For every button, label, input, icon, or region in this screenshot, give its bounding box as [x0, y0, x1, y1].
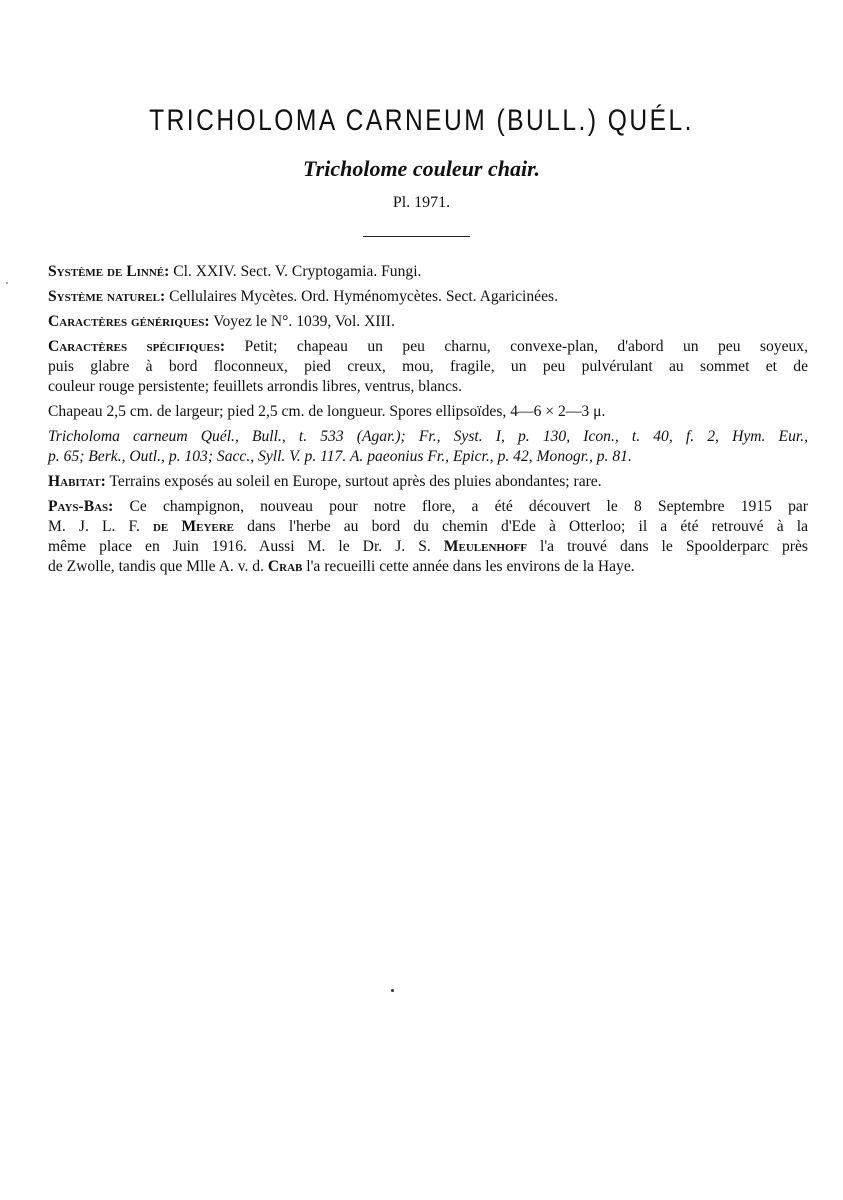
print-speck — [6, 282, 8, 284]
linne-text: Cl. XXIV. Sect. V. Cryptogamia. Fungi. — [173, 263, 422, 280]
habitat-text: Terrains exposés au soleil en Europe, surtout après des pluies abondantes; rare. — [109, 473, 602, 490]
generiques-label: Caractères génériques: — [48, 313, 210, 330]
person-name-meulenhoff: Meulenhoff — [443, 538, 527, 555]
species-title: TRICHOLOMA CARNEUM (BULL.) QUÉL. — [149, 104, 694, 137]
specifiques-line-2: puis glabre à bord floconneux, pied creux, mou, fragile, un peu pulvérulant au sommet et de — [48, 358, 808, 375]
dimensions-text: Chapeau 2,5 cm. de largeur; pied 2,5 cm. de longueur. Spores ellipsoïdes, 4—6 × 2—3 μ. — [48, 403, 606, 420]
description-body — [48, 262, 808, 582]
person-name-crab: Crab — [267, 558, 303, 575]
plate-number: Pl. 1971. — [392, 194, 451, 211]
person-name-de-meyere: de Meyere — [152, 518, 235, 535]
habitat-paragraph — [48, 472, 808, 492]
naturel-text: Cellulaires Mycètes. Ord. Hyménomycètes. Sect. Agaricinées. — [169, 288, 558, 305]
dimensions-paragraph — [48, 402, 808, 422]
linne-label: Système de Linné: — [48, 263, 170, 280]
paysbas-text-3b: l'a trouvé dans le Spoolderparc près — [540, 538, 808, 555]
specifiques-line-1 — [48, 337, 808, 357]
print-speck — [391, 989, 394, 992]
generiques-text: Voyez le N°. 1039, Vol. XIII. — [213, 313, 395, 330]
references-line-2: p. 65; Berk., Outl., p. 103; Sacc., Syll. V. p. 117. A. paeonius Fr., Epicr., p. 42, Monogr., p. 81. — [48, 448, 632, 465]
habitat-label: Habitat: — [48, 473, 106, 490]
naturel-paragraph — [48, 287, 808, 307]
generiques-paragraph — [48, 312, 808, 332]
naturel-label: Système naturel: — [48, 288, 166, 305]
paysbas-line-1 — [48, 497, 808, 517]
specifiques-paragraph — [48, 337, 808, 397]
paysbas-text-1: Ce champignon, nouveau pour notre flore, a été découvert le 8 Septembre 1915 par — [129, 498, 808, 515]
divider-rule — [363, 236, 470, 237]
paysbas-paragraph — [48, 497, 808, 577]
paysbas-line-2 — [48, 517, 808, 537]
paysbas-text-4a: de Zwolle, tandis que Mlle A. v. d. — [48, 558, 264, 575]
references-line-1: Tricholoma carneum Quél., Bull., t. 533 (Agar.); Fr., Syst. I, p. 130, Icon., t. 40, f. 2, Hym. Eur., — [48, 428, 808, 445]
paysbas-line-3 — [48, 537, 808, 557]
paysbas-text-3a: même place en Juin 1916. Aussi M. le Dr. J. S. — [48, 538, 431, 555]
references-paragraph — [48, 427, 808, 467]
paysbas-text-2b: dans l'herbe au bord du chemin d'Ede à Otterloo; il a été retrouvé à la — [247, 518, 808, 535]
linne-paragraph — [48, 262, 808, 282]
specifiques-text-1: Petit; chapeau un peu charnu, convexe-plan, d'abord un peu soyeux, — [244, 338, 808, 355]
paysbas-text-4b: l'a recueilli cette année dans les environs de la Haye. — [306, 558, 635, 575]
paysbas-label: Pays-Bas: — [48, 498, 114, 515]
species-common-name: Tricholome couleur chair. — [303, 156, 540, 181]
paysbas-line-4 — [48, 557, 808, 577]
paysbas-text-2a: M. J. L. F. — [48, 518, 140, 535]
specifiques-line-3: couleur rouge persistente; feuillets arrondis libres, ventrus, blancs. — [48, 378, 462, 395]
specifiques-label: Caractères spécifiques: — [48, 338, 226, 355]
